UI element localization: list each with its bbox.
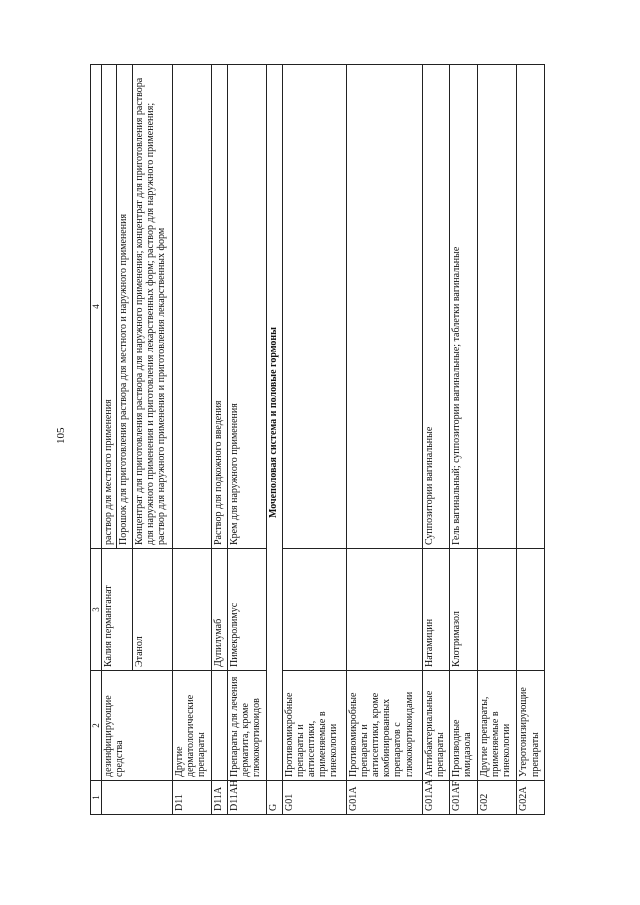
table-row bbox=[450, 65, 478, 815]
col-header-1: 1 bbox=[91, 781, 102, 815]
col-header-2: 2 bbox=[91, 671, 102, 781]
drug-name bbox=[282, 549, 346, 671]
dosage-forms bbox=[346, 65, 422, 549]
table-row bbox=[212, 65, 227, 815]
table-row bbox=[477, 65, 517, 815]
col-header-3: 3 bbox=[91, 549, 102, 671]
atc-code: D11A bbox=[212, 781, 227, 815]
atc-code: G01AA bbox=[422, 781, 450, 815]
dosage-forms: Гель вагинальный; суппозитории вагинальные; таблетки вагинальные bbox=[450, 65, 478, 549]
pharm-group: Препараты для лечения дерматита, кроме глюкокортикоидов bbox=[227, 671, 267, 781]
section-row bbox=[267, 65, 282, 815]
drug-name bbox=[477, 549, 517, 671]
rotated-page-content bbox=[90, 65, 545, 815]
section-title: Мочеполовая система и половые гормоны bbox=[267, 65, 282, 781]
drug-name bbox=[172, 549, 212, 671]
drug-name: Калия перманганат bbox=[102, 549, 133, 671]
drug-table bbox=[90, 64, 545, 815]
dosage-forms bbox=[282, 65, 346, 549]
dosage-forms: Порошок для приготовления раствора для местного и наружного применения bbox=[117, 65, 132, 549]
dosage-forms: Концентрат для приготовления раствора для наружного применения; концентрат для приготовления раствора для наружного применения и приготовления лекарственных форм; раствор для наружного применения; раствор для наружного применения и приготовления лекарственных форм bbox=[132, 65, 172, 549]
pharm-group bbox=[212, 671, 227, 781]
column-number-row bbox=[91, 65, 102, 815]
pharm-group: Производные имидазола bbox=[450, 671, 478, 781]
dosage-forms bbox=[477, 65, 517, 549]
pharm-group: Другие препараты, применяемые в гинекологии bbox=[477, 671, 517, 781]
atc-code bbox=[102, 781, 172, 815]
atc-code: G01A bbox=[346, 781, 422, 815]
atc-code: G02 bbox=[477, 781, 517, 815]
dosage-forms: Раствор для подкожного введения bbox=[212, 65, 227, 549]
drug-name: Натамицин bbox=[422, 549, 450, 671]
atc-code: G01AF bbox=[450, 781, 478, 815]
table-row bbox=[102, 65, 117, 815]
table-row bbox=[422, 65, 450, 815]
drug-name: Клотримазол bbox=[450, 549, 478, 671]
pharm-group: Другие дерматологические препараты bbox=[172, 671, 212, 781]
pharm-group: Противомикробные препараты и антисептики, применяемые в гинекологии bbox=[282, 671, 346, 781]
drug-name: Этанол bbox=[132, 549, 172, 671]
atc-code: G02A bbox=[517, 781, 545, 815]
table-row bbox=[517, 65, 545, 815]
dosage-forms bbox=[517, 65, 545, 549]
pharm-group: Утеротонизирующие препараты bbox=[517, 671, 545, 781]
pharm-group: Антибактериальные препараты bbox=[422, 671, 450, 781]
dosage-forms bbox=[172, 65, 212, 549]
table-row bbox=[172, 65, 212, 815]
dosage-forms: Крем для наружного применения bbox=[227, 65, 267, 549]
drug-name: Пимекролимус bbox=[227, 549, 267, 671]
dosage-forms: Суппозитории вагинальные bbox=[422, 65, 450, 549]
atc-code: D11 bbox=[172, 781, 212, 815]
drug-name bbox=[517, 549, 545, 671]
drug-name: Дупилумаб bbox=[212, 549, 227, 671]
drug-name bbox=[346, 549, 422, 671]
table-row bbox=[227, 65, 267, 815]
dosage-forms: раствор для местного применения bbox=[102, 65, 117, 549]
pharm-group: дезинфицирующие средства bbox=[102, 671, 172, 781]
table-row bbox=[346, 65, 422, 815]
table-row bbox=[282, 65, 346, 815]
atc-code: G bbox=[267, 781, 282, 815]
atc-code: D11AH bbox=[227, 781, 267, 815]
page-number: 105 bbox=[55, 427, 67, 444]
pharm-group: Противомикробные препараты и антисептики, кроме комбинированных препаратов с глюкокортикоидами bbox=[346, 671, 422, 781]
atc-code: G01 bbox=[282, 781, 346, 815]
col-header-4: 4 bbox=[91, 65, 102, 549]
